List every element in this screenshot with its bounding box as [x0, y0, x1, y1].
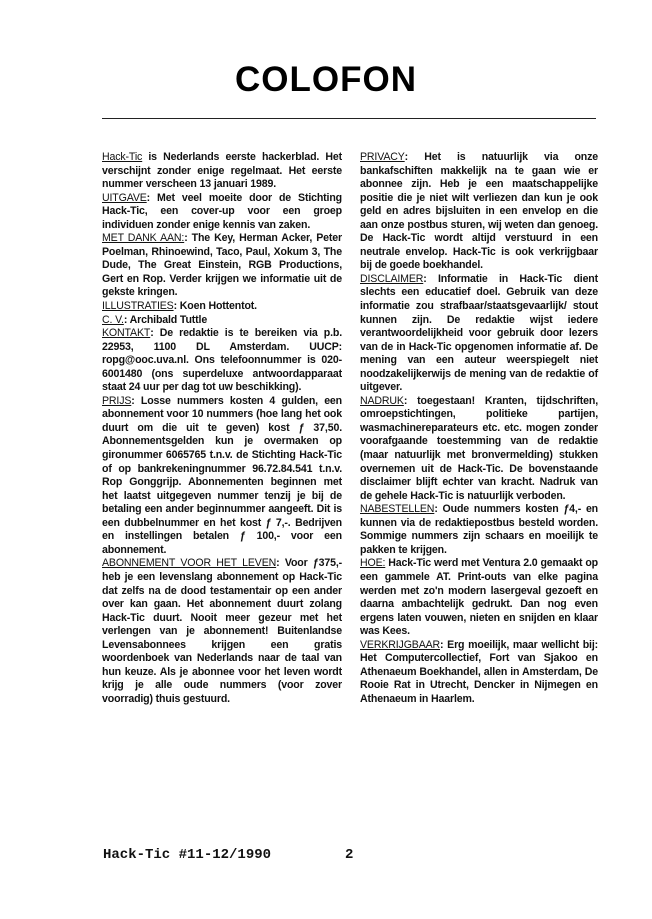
section-heading: KONTAKT — [102, 327, 151, 340]
section-nadruk — [360, 395, 598, 503]
section-cv — [102, 314, 342, 328]
section-disclaimer — [360, 273, 598, 395]
section-body: is Nederlands eerste hackerblad. Het verschijnt zonder enige regelmaat. Het eerste nummer verscheen 13 januari 1989. — [102, 151, 343, 191]
section-heading: NABESTELLEN — [360, 503, 435, 516]
title-divider — [102, 118, 596, 119]
left-column — [102, 151, 342, 706]
section-verkrijgbaar — [360, 639, 598, 707]
separator: : — [131, 394, 141, 407]
section-body: Hack-Tic werd met Ventura 2.0 gemaakt op een gammele AT. Print-outs van elke pagina werden met zo'n modern lasergeval gezoeft en daarna ambachtelijk gedrukt. Dan nog even ergens laten vouwen, nieten en snijden en klaar was Kees. — [360, 557, 598, 638]
separator: : — [123, 313, 130, 326]
separator: : — [403, 394, 418, 407]
section-heading: ABONNEMENT VOOR HET LEVEN — [102, 557, 277, 570]
section-prijs — [102, 395, 342, 558]
section-heading: PRIJS — [102, 394, 132, 407]
separator: : — [150, 327, 160, 340]
section-met-dank-aan — [102, 232, 342, 300]
section-illustraties — [102, 300, 342, 314]
section-heading: PRIVACY — [360, 151, 405, 163]
page-number: 2 — [345, 847, 354, 863]
section-heading: NADRUK — [360, 394, 404, 407]
section-body: De redaktie is te bereiken via p.b. 22953, 1100 DL Amsterdam. UUCP: ropg@ooc.uva.nl. Ons telefoonnummer is 020-6001480 (ons superdeluxe antwoordapparaat staat 24 uur per dag tot uw beschikking). — [102, 327, 342, 394]
colofon-intro — [102, 151, 342, 192]
section-nabestellen — [360, 503, 598, 557]
section-hoe — [360, 557, 598, 638]
section-body: toegestaan! Kranten, tijdschriften, omroepstichtingen, politieke partijen, wasmachinereparateurs etc. etc. mogen zonder voorafgaande toestemming van de redaktie (maar natuurlijk met bronvermelding) stukken overnemen uit de Hack-Tic. De bovenstaande disclaimer blijft echter van kracht. Nadruk van de gehele Hack-Tic is natuurlijk verboden. — [360, 394, 598, 502]
section-body: Archibald Tuttle — [129, 313, 208, 326]
separator: : — [440, 638, 448, 651]
section-uitgave — [102, 192, 342, 233]
separator: : — [173, 300, 180, 313]
section-body: The Key, Herman Acker, Peter Poelman, Rhinoewind, Taco, Paul, Xokum 3, The Dude, The Great Einstein, RGB Productions, Gert en Rop. Verder krijgen we informatie uit de gekste kringen. — [102, 232, 343, 299]
page-title: COLOFON — [235, 60, 417, 99]
separator: : — [423, 272, 438, 285]
section-heading: ILLUSTRATIES — [102, 300, 174, 313]
right-column — [360, 151, 598, 706]
footer-issue: Hack-Tic #11-12/1990 — [103, 847, 272, 863]
section-body: Voor ƒ375,- heb je een levenslang abonnement op Hack-Tic dat zelfs na de dood testamentair op een ander over kan gaan. Het abonnement duurt zolang Hack-Tic duurt. Nooit meer gezeur met het verlengen van je abonnement! Buitenlandse Levensabonnees krijgen een gratis woordenboek van Nederlands naar de taal van hun keuze. Als je abonnee voor het leven wordt krijg je alle oude nummers (voor zover voorradig) thuis gestuurd. — [102, 557, 343, 705]
section-heading: HOE: — [360, 557, 386, 570]
section-body: Losse nummers kosten 4 gulden, een abonnement voor 10 nummers (hoe lang het ook duurt om die uit te geven) kost ƒ 37,50. Abonnementsgelden kun je overmaken op gironummer 6065765 t.n.v. de Stichting Hack-Tic of op bankrekeningnummer 96.72.84.541 t.n.v. Rop Gonggrijp. Abonnementen beginnen met het laatst uitgegeven nummer tenzij je bij de betaling een ander beginnummer aangeeft. Dit is een dubbelnummer en het kost ƒ 7,-. Bedrijven en instellingen betalen ƒ 100,- voor een abonnement. — [102, 394, 342, 556]
separator: : — [276, 557, 285, 570]
separator: : — [434, 503, 443, 516]
section-privacy — [360, 151, 598, 273]
section-kontakt — [102, 327, 342, 395]
section-body: Erg moeilijk, maar wellicht bij: Het Computercollectief, Fort van Sjakoo en Athenaeum Boekhandel, allen in Amsterdam, De Rooie Rat in Utrecht, Dencker in Nijmegen en Athenaeum in Haarlem. — [360, 638, 599, 705]
section-body: Met veel moeite door de Stichting Hack-Tic, een cover-up voor een groep individuen zonder enige kennis van zaken. — [102, 191, 342, 231]
separator: : — [184, 232, 192, 245]
section-heading: DISCLAIMER — [360, 272, 424, 285]
section-heading: MET DANK AAN: — [102, 232, 185, 245]
section-body: Oude nummers kosten ƒ4,- en kunnen via de redaktiepostbus besteld worden. Sommige nummers zijn schaars en moeilijk te pakken te krijgen. — [360, 503, 599, 556]
section-heading: UITGAVE — [102, 191, 147, 204]
separator: : — [404, 151, 425, 163]
section-heading: VERKRIJGBAAR — [360, 638, 441, 651]
section-heading: C. V. — [102, 313, 124, 326]
section-body: Informatie in Hack-Tic dient slechts een educatief doel. Gebruik van deze informatie zou strafbaar/staatsgevaarlijk/ stout kunnen zijn. De redaktie wijst iedere verantwoordelijkheid voor gebruik door lezers van de in Hack-Tic opgenomen informatie af. De mening van een auteur weerspiegelt niet noodzakelijkerwijs de mening van de redaktie of uitgever. — [360, 272, 599, 394]
section-body: Koen Hottentot. — [179, 300, 257, 313]
section-body: Het is natuurlijk via onze bankafschiften makkelijk na te gaan wie er abonnee zijn. Heb je een maatschappelijke positie die je niet wilt verliezen dan kun je ook geld en adres bijsluiten in een envelop en die aan onze postbus sturen, wij weten dan genoeg. De Hack-Tic wordt altijd verstuurd in een neutrale envelop. Hack-Tic is ook verkrijgbaar bij de goede boekhandel. — [360, 151, 598, 272]
separator: : — [146, 191, 158, 204]
section-abonnement-voor-het-leven — [102, 557, 342, 706]
section-heading: Hack-Tic — [102, 151, 143, 163]
